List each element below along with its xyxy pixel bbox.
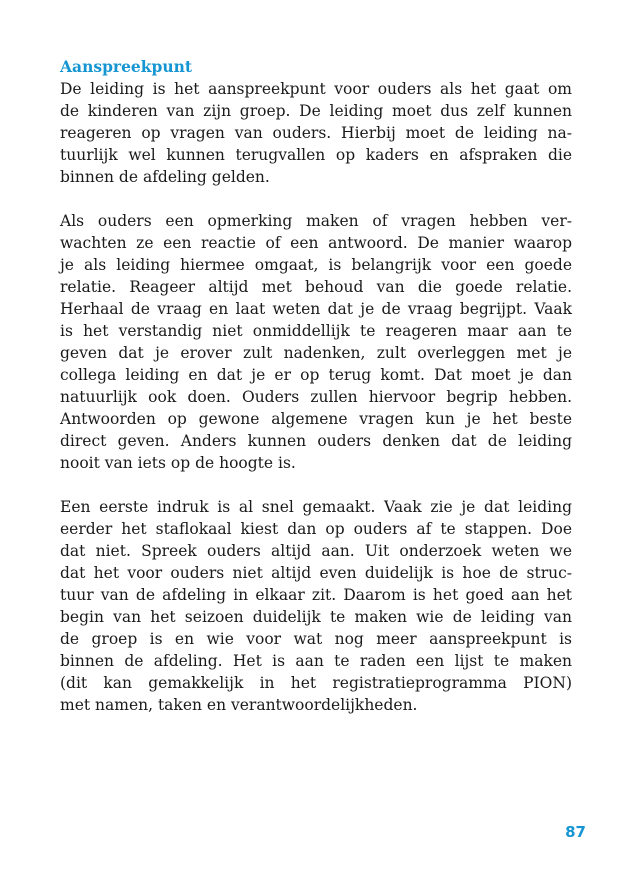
text-line: tuur van de afdeling in elkaar zit. Daarom is het goed aan het bbox=[60, 586, 572, 604]
page-content bbox=[60, 56, 572, 738]
text-line: is het verstandig niet onmiddellijk te reageren maar aan te bbox=[60, 322, 572, 340]
text-line: Een eerste indruk is al snel gemaakt. Vaak zie je dat leiding bbox=[60, 498, 572, 516]
text-line: begin van het seizoen duidelijk te maken wie de leiding van bbox=[60, 608, 572, 626]
text-line: de groep is en wie voor wat nog meer aanspreekpunt is bbox=[60, 630, 572, 648]
text-line: binnen de afdeling. Het is aan te raden een lijst te maken bbox=[60, 652, 572, 670]
text-line: dat het voor ouders niet altijd even duidelijk is hoe de struc- bbox=[60, 564, 572, 582]
text-line: met namen, taken en verantwoordelijkheden. bbox=[60, 696, 418, 714]
paragraph bbox=[60, 78, 572, 188]
body-text bbox=[60, 78, 572, 716]
text-line: De leiding is het aanspreekpunt voor ouders als het gaat om bbox=[60, 80, 572, 98]
text-line: Antwoorden op gewone algemene vragen kun je het beste bbox=[60, 410, 572, 428]
section-heading: Aanspreekpunt bbox=[60, 57, 193, 76]
text-line: direct geven. Anders kunnen ouders denken dat de leiding bbox=[60, 432, 572, 450]
text-line: je als leiding hiermee omgaat, is belangrijk voor een goede bbox=[60, 256, 572, 274]
text-line: de kinderen van zijn groep. De leiding moet dus zelf kunnen bbox=[60, 102, 572, 120]
text-line: natuurlijk ook doen. Ouders zullen hiervoor begrip hebben. bbox=[60, 388, 572, 406]
text-line: collega leiding en dat je er op terug komt. Dat moet je dan bbox=[60, 366, 572, 384]
text-line: (dit kan gemakkelijk in het registratieprogramma PION) bbox=[60, 674, 572, 692]
paragraph bbox=[60, 210, 572, 474]
text-line: wachten ze een reactie of een antwoord. De manier waarop bbox=[60, 234, 572, 252]
text-line: Herhaal de vraag en laat weten dat je de vraag begrijpt. Vaak bbox=[60, 300, 572, 318]
text-line: geven dat je erover zult nadenken, zult overleggen met je bbox=[60, 344, 572, 362]
text-line: binnen de afdeling gelden. bbox=[60, 168, 270, 186]
text-line: Als ouders een opmerking maken of vragen hebben ver- bbox=[60, 212, 572, 230]
text-line: dat niet. Spreek ouders altijd aan. Uit onderzoek weten we bbox=[60, 542, 572, 560]
text-line: relatie. Reageer altijd met behoud van die goede relatie. bbox=[60, 278, 572, 296]
text-line: tuurlijk wel kunnen terugvallen op kaders en afspraken die bbox=[60, 146, 572, 164]
text-line: reageren op vragen van ouders. Hierbij moet de leiding na- bbox=[60, 124, 572, 142]
text-line: nooit van iets op de hoogte is. bbox=[60, 454, 296, 472]
text-line: eerder het staflokaal kiest dan op ouders af te stappen. Doe bbox=[60, 520, 572, 538]
page-number: 87 bbox=[565, 823, 586, 841]
paragraph bbox=[60, 496, 572, 716]
